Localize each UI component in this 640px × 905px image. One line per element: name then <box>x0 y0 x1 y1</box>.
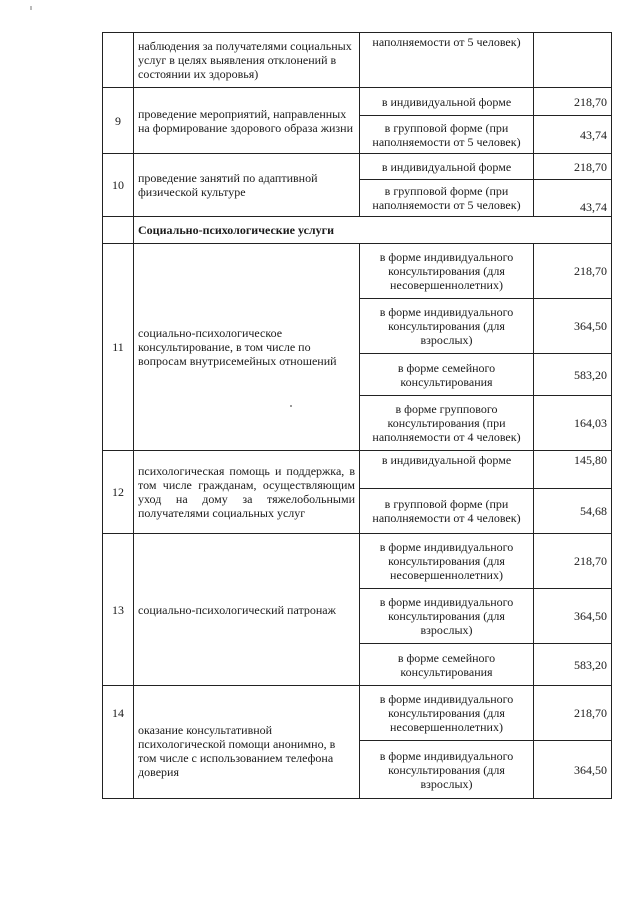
service-form: в форме индивидуального консультирования (для взрослых) <box>360 589 534 644</box>
service-name: социально-психологический патронаж <box>134 534 360 686</box>
service-name: оказание консультативной психологической помощи анонимно, в том числе с использованием телефона доверия <box>134 686 360 799</box>
service-number: 13 <box>103 534 134 686</box>
service-price: 364,50 <box>534 299 612 354</box>
service-form: в форме индивидуального консультирования (для несовершеннолетних) <box>360 686 534 741</box>
service-form: в форме индивидуального консультирования (для взрослых) <box>360 741 534 799</box>
service-price <box>534 33 612 88</box>
service-price: 583,20 <box>534 644 612 686</box>
service-form: в форме семейного консультирования <box>360 354 534 396</box>
table-row <box>103 534 612 589</box>
service-form: в форме индивидуального консультирования (для несовершеннолетних) <box>360 244 534 299</box>
service-form: в форме группового консультирования (при наполняемости от 4 человек) <box>360 396 534 451</box>
service-price: 43,74 <box>534 180 612 217</box>
table-row <box>103 154 612 180</box>
service-price: 364,50 <box>534 589 612 644</box>
service-number: 12 <box>103 451 134 534</box>
section-title: Социально-психологические услуги <box>134 217 612 244</box>
service-price: 218,70 <box>534 534 612 589</box>
service-price: 218,70 <box>534 154 612 180</box>
service-form: в групповой форме (при наполняемости от 5 человек) <box>360 180 534 217</box>
service-price: 54,68 <box>534 489 612 534</box>
service-number: 14 <box>103 686 134 799</box>
service-number: 11 <box>103 244 134 451</box>
service-price: 43,74 <box>534 116 612 154</box>
table-row <box>103 244 612 299</box>
service-form: в индивидуальной форме <box>360 88 534 116</box>
service-form: в индивидуальной форме <box>360 451 534 489</box>
service-name: наблюдения за получателями социальных услуг в целях выявления отклонений в состоянии их здоровья) <box>134 33 360 88</box>
service-form: в индивидуальной форме <box>360 154 534 180</box>
services-price-table <box>102 32 612 799</box>
service-price: 583,20 <box>534 354 612 396</box>
service-name: проведение мероприятий, направленных на формирование здорового образа жизни <box>134 88 360 154</box>
service-name: психологическая помощь и поддержка, в том числе гражданам, осуществляющим уход на дому за тяжелобольными получателями социальных услуг <box>134 451 360 534</box>
service-name: проведение занятий по адаптивной физической культуре <box>134 154 360 217</box>
service-price: 218,70 <box>534 88 612 116</box>
service-price: 218,70 <box>534 686 612 741</box>
service-number: 9 <box>103 88 134 154</box>
table-row <box>103 686 612 741</box>
service-price: 364,50 <box>534 741 612 799</box>
table-row <box>103 33 612 88</box>
table-row <box>103 451 612 489</box>
service-price: 145,80 <box>534 451 612 489</box>
service-number: 10 <box>103 154 134 217</box>
service-price: 218,70 <box>534 244 612 299</box>
service-form: в форме индивидуального консультирования (для несовершеннолетних) <box>360 534 534 589</box>
table-row <box>103 88 612 116</box>
service-form: в форме семейного консультирования <box>360 644 534 686</box>
section-row <box>103 217 612 244</box>
scan-speck <box>30 6 32 10</box>
service-name: социально-психологическое консультирование, в том числе по вопросам внутрисемейных отношений <box>134 244 360 451</box>
service-price: 164,03 <box>534 396 612 451</box>
service-number <box>103 33 134 88</box>
service-form: в форме индивидуального консультирования (для взрослых) <box>360 299 534 354</box>
service-form: в групповой форме (при наполняемости от 4 человек) <box>360 489 534 534</box>
section-number-cell <box>103 217 134 244</box>
service-form: в групповой форме (при наполняемости от 5 человек) <box>360 116 534 154</box>
service-form: наполняемости от 5 человек) <box>360 33 534 88</box>
